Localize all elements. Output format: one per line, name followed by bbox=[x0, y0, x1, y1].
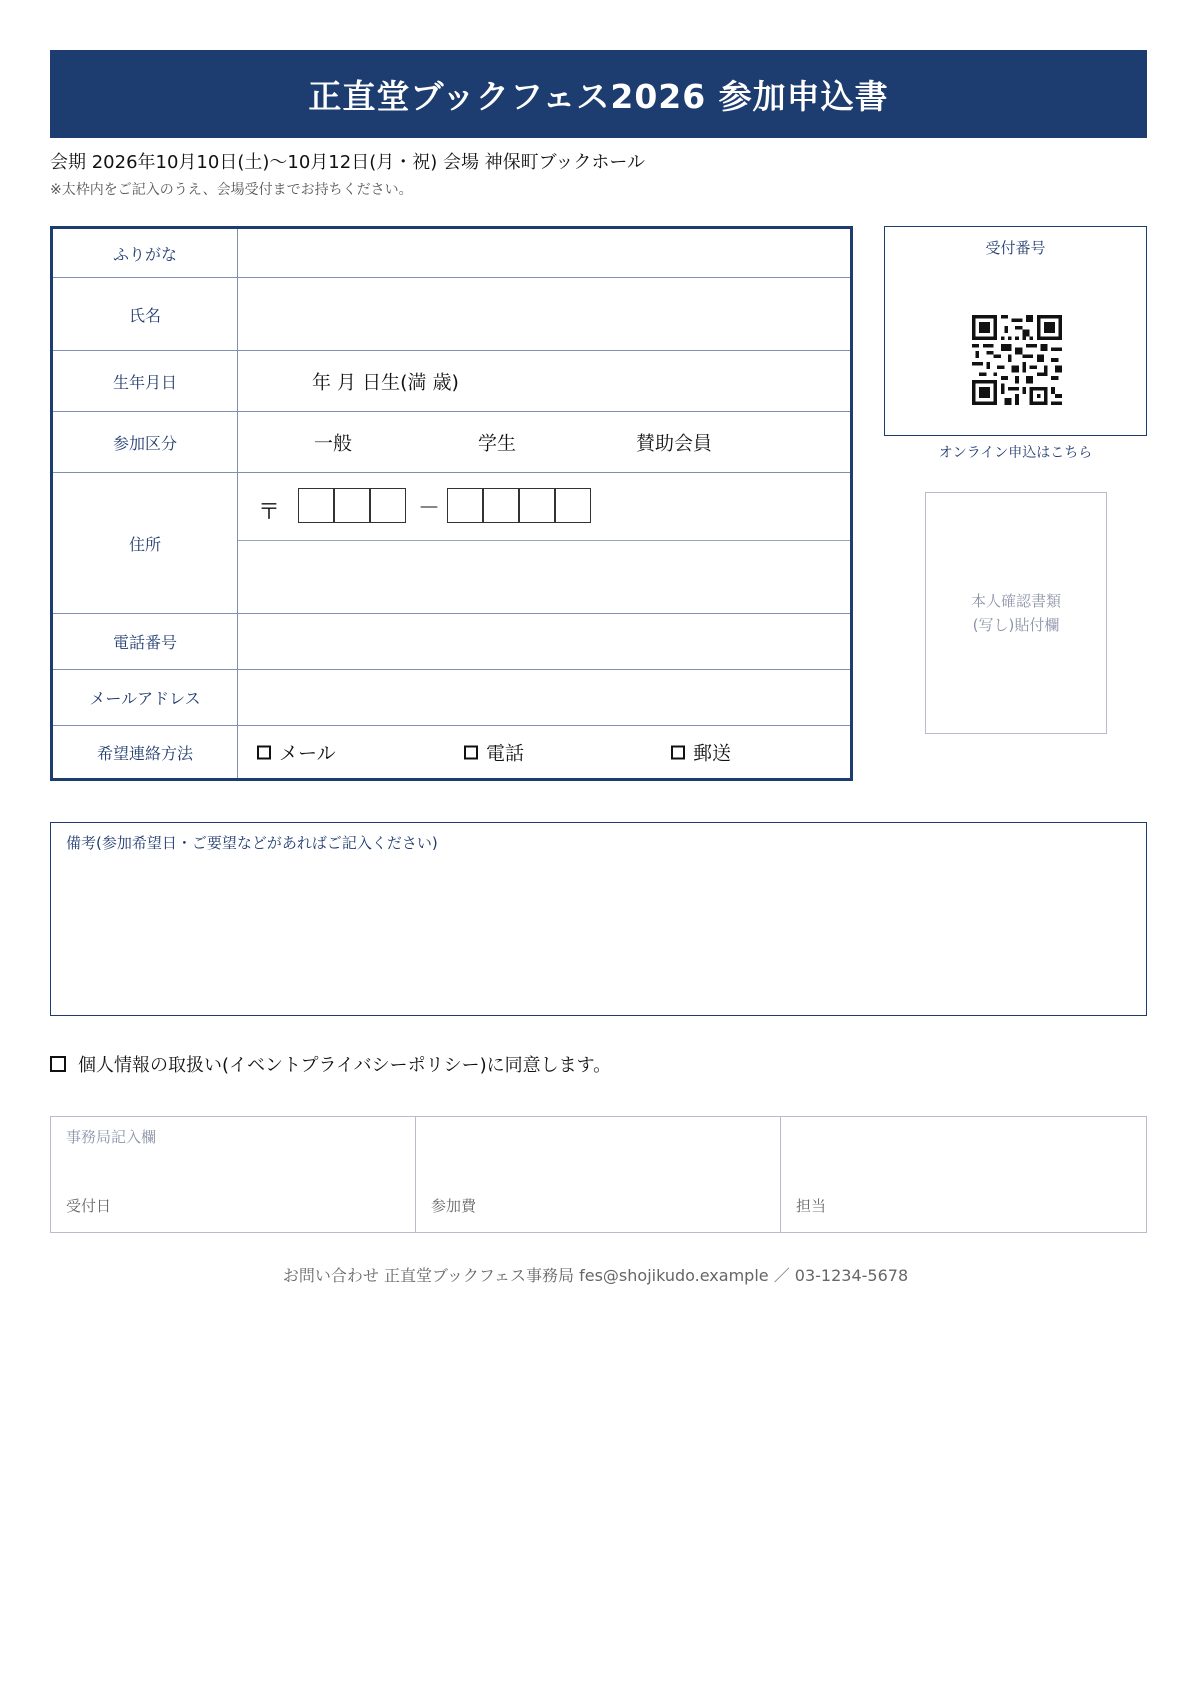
birthdate-row bbox=[53, 351, 850, 412]
address-field bbox=[238, 473, 850, 613]
checkbox-icon[interactable] bbox=[50, 1056, 66, 1072]
remarks-box[interactable] bbox=[50, 822, 1147, 1016]
furigana-field[interactable] bbox=[238, 229, 850, 277]
contact-method-row bbox=[53, 726, 850, 778]
fee-label: 参加費 bbox=[431, 1197, 477, 1215]
checkbox-icon[interactable] bbox=[671, 745, 685, 759]
contact-email-option[interactable] bbox=[257, 739, 336, 766]
furigana-row bbox=[53, 229, 850, 278]
email-label: メールアドレス bbox=[53, 670, 238, 725]
contact-footer: お問い合わせ 正直堂ブックフェス事務局 fes@shojikudo.example ／ 03-1234-5678 bbox=[282, 1266, 909, 1285]
remarks-label: 備考(参加希望日・ご要望などがあればご記入ください) bbox=[66, 834, 438, 852]
received-date-label: 受付日 bbox=[66, 1197, 112, 1215]
id-document-label-line2: (写し)貼付欄 bbox=[972, 616, 1060, 634]
birthdate-label: 生年月日 bbox=[53, 351, 238, 411]
phone-label: 電話番号 bbox=[53, 614, 238, 669]
checkbox-icon[interactable] bbox=[464, 745, 478, 759]
privacy-consent[interactable] bbox=[50, 1051, 611, 1077]
id-document-label-line1: 本人確認書類 bbox=[970, 592, 1061, 610]
contact-mail-label: 郵送 bbox=[693, 742, 732, 765]
birthdate-field[interactable] bbox=[238, 351, 850, 411]
address-row bbox=[53, 473, 850, 614]
address-line-field[interactable] bbox=[238, 541, 850, 613]
category-field bbox=[238, 412, 850, 472]
office-fee-cell bbox=[416, 1117, 781, 1232]
privacy-consent-label: 個人情報の取扱い(イベントプライバシーポリシー)に同意します。 bbox=[78, 1055, 612, 1076]
reception-number-box bbox=[884, 226, 1147, 436]
office-staff-cell bbox=[781, 1117, 1146, 1232]
postal-digit-7[interactable] bbox=[555, 488, 591, 523]
reception-number-label: 受付番号 bbox=[985, 239, 1046, 257]
contact-method-field bbox=[238, 726, 850, 778]
category-supporter[interactable]: 賛助会員 bbox=[636, 432, 713, 455]
id-document-paste-area bbox=[925, 492, 1107, 734]
postal-digit-2[interactable] bbox=[334, 488, 370, 523]
contact-email-label: メール bbox=[279, 742, 336, 765]
phone-field[interactable] bbox=[238, 614, 850, 669]
contact-phone-option[interactable] bbox=[464, 739, 524, 766]
application-form bbox=[50, 226, 853, 781]
name-row bbox=[53, 278, 850, 351]
postal-digit-6[interactable] bbox=[519, 488, 555, 523]
phone-row bbox=[53, 614, 850, 670]
postal-digit-1[interactable] bbox=[298, 488, 334, 523]
instruction-note: ※太枠内をご記入のうえ、会場受付までお持ちください。 bbox=[50, 182, 413, 198]
email-row bbox=[53, 670, 850, 726]
postal-mark: 〒 bbox=[258, 500, 281, 525]
email-field[interactable] bbox=[238, 670, 850, 725]
category-student[interactable]: 学生 bbox=[478, 432, 517, 455]
address-label: 住所 bbox=[53, 473, 238, 613]
postal-digit-5[interactable] bbox=[483, 488, 519, 523]
page-title: 正直堂ブックフェス2026 参加申込書 bbox=[50, 50, 1147, 138]
staff-label: 担当 bbox=[796, 1197, 827, 1215]
contact-phone-label: 電話 bbox=[486, 742, 525, 765]
office-received-date-cell bbox=[51, 1117, 416, 1232]
contact-mail-option[interactable] bbox=[671, 739, 731, 766]
furigana-label: ふりがな bbox=[53, 229, 238, 277]
postal-dash: － bbox=[418, 496, 441, 521]
office-use-title: 事務局記入欄 bbox=[66, 1128, 157, 1146]
online-application-link[interactable]: オンライン申込はこちら bbox=[938, 445, 1093, 461]
contact-method-label: 希望連絡方法 bbox=[53, 726, 238, 778]
event-period: 会期 2026年10月10日(土)〜10月12日(月・祝) 会場 神保町ブックホール bbox=[50, 152, 646, 173]
name-label: 氏名 bbox=[53, 278, 238, 350]
name-field[interactable] bbox=[238, 278, 850, 350]
postal-digit-3[interactable] bbox=[370, 488, 406, 523]
qr-code-icon[interactable] bbox=[972, 315, 1062, 405]
category-label: 参加区分 bbox=[53, 412, 238, 472]
office-use-box bbox=[50, 1116, 1147, 1233]
birthdate-template: 年 月 日生(満 歳) bbox=[312, 371, 459, 394]
category-row bbox=[53, 412, 850, 473]
checkbox-icon[interactable] bbox=[257, 745, 271, 759]
postal-digit-4[interactable] bbox=[447, 488, 483, 523]
category-general[interactable]: 一般 bbox=[314, 432, 353, 455]
